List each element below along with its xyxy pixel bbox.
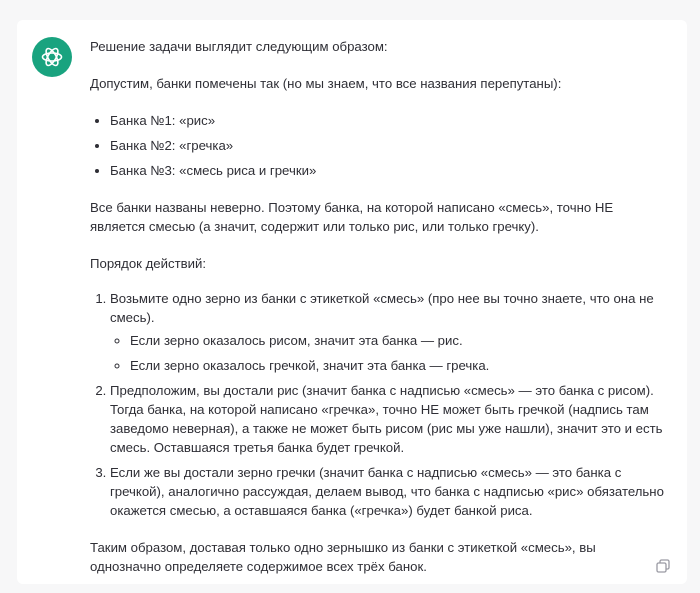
step-item <box>110 289 670 375</box>
list-item: • Банка №2: «гречка» <box>110 136 670 155</box>
list-item: ◦ Если зерно оказалось гречкой, значит эта банка — гречка. <box>130 356 670 375</box>
conclusion-paragraph: Таким образом, доставая только одно зернышко из банки с этикеткой «смесь», вы однозначно определяете содержимое всех трёх банок. <box>90 540 596 574</box>
openai-logo-icon <box>39 44 65 70</box>
premise-paragraph: Допустим, банки помечены так (но мы знаем, что все названия перепутаны): <box>90 76 562 91</box>
copy-icon <box>655 558 671 574</box>
list-item: • Банка №1: «рис» <box>110 111 670 130</box>
assistant-message <box>17 20 687 584</box>
list-item: • Банка №3: «смесь риса и гречки» <box>110 161 670 180</box>
step-item <box>110 463 670 520</box>
order-heading: Порядок действий: <box>90 256 207 271</box>
step-text: Если же вы достали зерно гречки (значит банка с надписью «смесь» — это банка с гречкой), аналогично рассуждая, делаем вывод, что банка с надписью «рис» обязательно окажется смесью, а оставшаяся банка («гречка») будет банкой риса. <box>110 465 664 518</box>
steps-list <box>90 289 670 520</box>
bank-list <box>90 111 670 180</box>
step-text: Предположим, вы достали рис (значит банка с надписью «смесь» — это банка с рисом). Тогда банка, на которой написано «гречка», точно НЕ может быть гречкой (надпись там заведомо неверная), а также не может быть рисом (рис мы уже нашли), значит это и есть смесь. Оставшаяся третья банка будет гречкой. <box>110 383 663 455</box>
assistant-avatar <box>32 37 72 77</box>
step-text: Возьмите одно зерно из банки с этикеткой «смесь» (про нее вы точно знаете, что она не смесь). <box>110 291 654 325</box>
reasoning-paragraph: Все банки названы неверно. Поэтому банка, на которой написано «смесь», точно НЕ является смесью (а значит, содержит или только рис, или только гречку). <box>90 200 614 234</box>
message-content <box>90 37 670 576</box>
copy-button[interactable] <box>655 558 671 574</box>
step-item <box>110 381 670 457</box>
intro-paragraph: Решение задачи выглядит следующим образом: <box>90 39 388 54</box>
list-item: ◦ Если зерно оказалось рисом, значит эта банка — рис. <box>130 331 670 350</box>
step-sublist <box>110 331 670 375</box>
